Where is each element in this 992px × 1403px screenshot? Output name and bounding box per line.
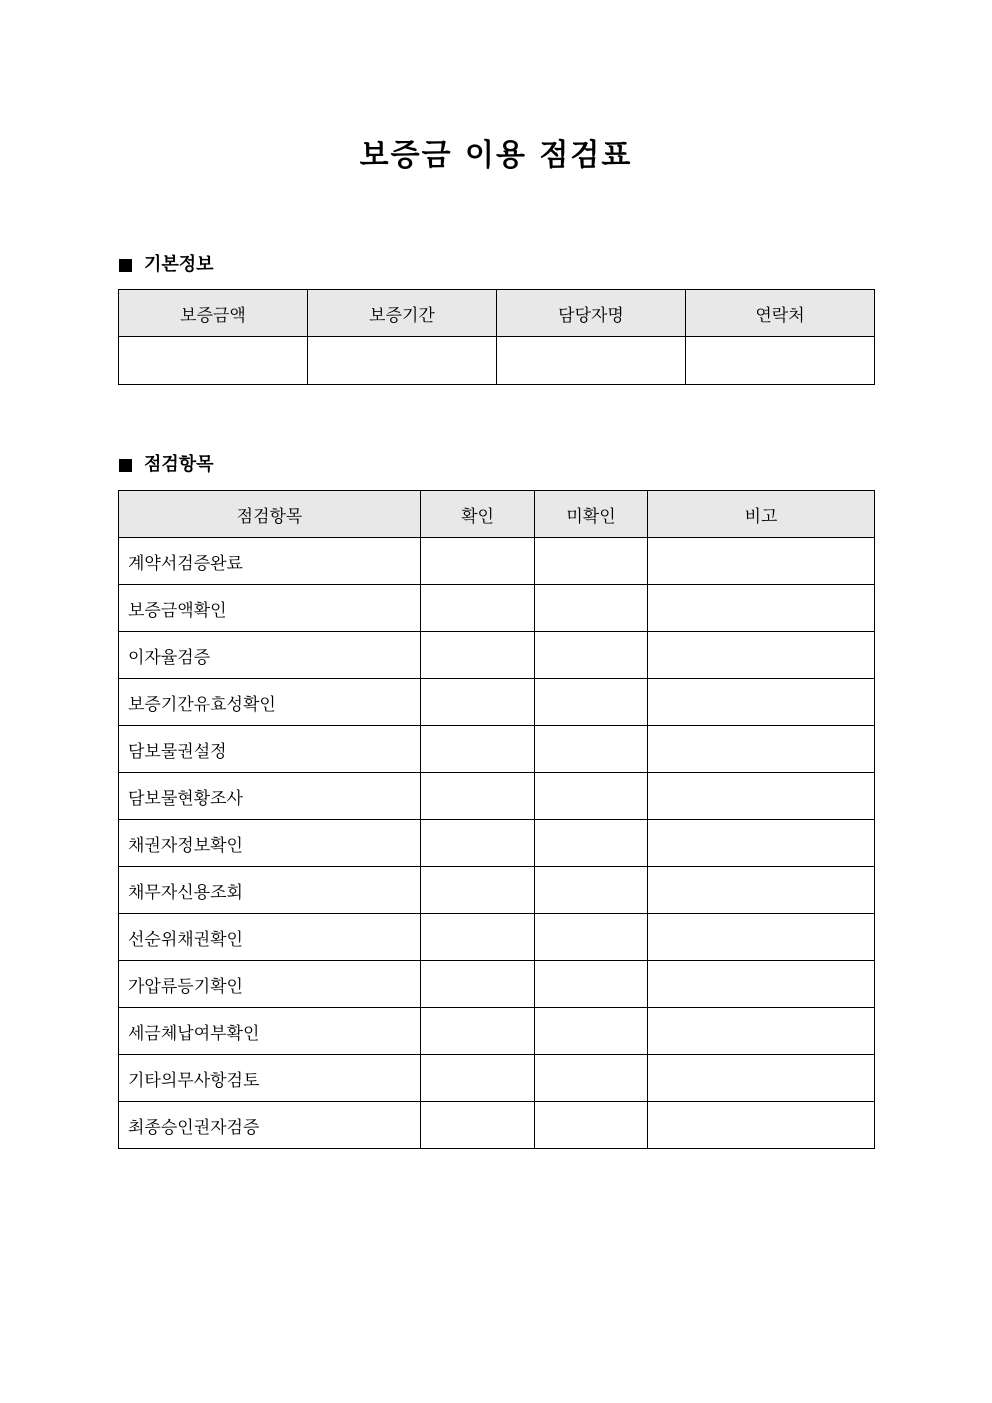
check-item-label: 채무자신용조회 [119, 867, 421, 914]
table-row [119, 1008, 875, 1055]
remarks-cell[interactable] [648, 1008, 875, 1055]
table-row [119, 726, 875, 773]
header-check-item: 점검항목 [119, 491, 421, 538]
check-item-label: 채권자정보확인 [119, 820, 421, 867]
check-item-label: 계약서검증완료 [119, 538, 421, 585]
unconfirmed-cell[interactable] [535, 867, 648, 914]
basic-info-heading [119, 253, 214, 277]
remarks-cell[interactable] [648, 726, 875, 773]
basic-info-table [118, 289, 875, 385]
confirmed-cell[interactable] [421, 914, 535, 961]
unconfirmed-cell[interactable] [535, 820, 648, 867]
confirmed-cell[interactable] [421, 820, 535, 867]
basic-info-header-row [119, 290, 875, 337]
confirmed-cell[interactable] [421, 961, 535, 1008]
unconfirmed-cell[interactable] [535, 1055, 648, 1102]
unconfirmed-cell[interactable] [535, 726, 648, 773]
contact-field[interactable] [686, 337, 875, 385]
remarks-cell[interactable] [648, 773, 875, 820]
header-contact: 연락처 [686, 290, 875, 337]
confirmed-cell[interactable] [421, 679, 535, 726]
confirmed-cell[interactable] [421, 585, 535, 632]
check-item-label: 세금체납여부확인 [119, 1008, 421, 1055]
unconfirmed-cell[interactable] [535, 773, 648, 820]
unconfirmed-cell[interactable] [535, 632, 648, 679]
remarks-cell[interactable] [648, 914, 875, 961]
remarks-cell[interactable] [648, 632, 875, 679]
unconfirmed-cell[interactable] [535, 1008, 648, 1055]
confirmed-cell[interactable] [421, 1102, 535, 1149]
header-confirmed: 확인 [421, 491, 535, 538]
check-item-label: 가압류등기확인 [119, 961, 421, 1008]
deposit-amount-field[interactable] [119, 337, 308, 385]
table-row [119, 820, 875, 867]
header-unconfirmed: 미확인 [535, 491, 648, 538]
table-row [119, 914, 875, 961]
unconfirmed-cell[interactable] [535, 585, 648, 632]
deposit-period-field[interactable] [308, 337, 497, 385]
remarks-cell[interactable] [648, 679, 875, 726]
table-row [119, 1102, 875, 1149]
header-deposit-period: 보증기간 [308, 290, 497, 337]
unconfirmed-cell[interactable] [535, 538, 648, 585]
confirmed-cell[interactable] [421, 632, 535, 679]
confirmed-cell[interactable] [421, 1055, 535, 1102]
check-item-label: 기타의무사항검토 [119, 1055, 421, 1102]
remarks-cell[interactable] [648, 820, 875, 867]
square-bullet-icon [119, 459, 132, 472]
basic-info-input-row [119, 337, 875, 385]
check-item-label: 보증금액확인 [119, 585, 421, 632]
page-title: 보증금 이용 점검표 [359, 138, 633, 173]
confirmed-cell[interactable] [421, 538, 535, 585]
table-row [119, 773, 875, 820]
table-row [119, 632, 875, 679]
table-row [119, 867, 875, 914]
header-remarks: 비고 [648, 491, 875, 538]
remarks-cell[interactable] [648, 585, 875, 632]
check-item-label: 담보물권설정 [119, 726, 421, 773]
table-row [119, 679, 875, 726]
remarks-cell[interactable] [648, 867, 875, 914]
confirmed-cell[interactable] [421, 1008, 535, 1055]
square-bullet-icon [119, 259, 132, 272]
table-row [119, 585, 875, 632]
table-row [119, 538, 875, 585]
header-deposit-amount: 보증금액 [119, 290, 308, 337]
unconfirmed-cell[interactable] [535, 914, 648, 961]
unconfirmed-cell[interactable] [535, 1102, 648, 1149]
check-item-label: 보증기간유효성확인 [119, 679, 421, 726]
confirmed-cell[interactable] [421, 773, 535, 820]
check-item-label: 이자율검증 [119, 632, 421, 679]
unconfirmed-cell[interactable] [535, 679, 648, 726]
remarks-cell[interactable] [648, 538, 875, 585]
remarks-cell[interactable] [648, 961, 875, 1008]
header-manager-name: 담당자명 [497, 290, 686, 337]
check-item-label: 담보물현황조사 [119, 773, 421, 820]
manager-name-field[interactable] [497, 337, 686, 385]
remarks-cell[interactable] [648, 1102, 875, 1149]
remarks-cell[interactable] [648, 1055, 875, 1102]
checklist-heading [119, 453, 214, 477]
check-item-label: 선순위채권확인 [119, 914, 421, 961]
unconfirmed-cell[interactable] [535, 961, 648, 1008]
checklist-table [118, 490, 875, 1149]
check-item-label: 최종승인권자검증 [119, 1102, 421, 1149]
checklist-header-row [119, 491, 875, 538]
confirmed-cell[interactable] [421, 726, 535, 773]
checklist-heading-label: 점검항목 [144, 454, 214, 475]
confirmed-cell[interactable] [421, 867, 535, 914]
basic-info-heading-label: 기본정보 [144, 254, 214, 275]
table-row [119, 1055, 875, 1102]
table-row [119, 961, 875, 1008]
